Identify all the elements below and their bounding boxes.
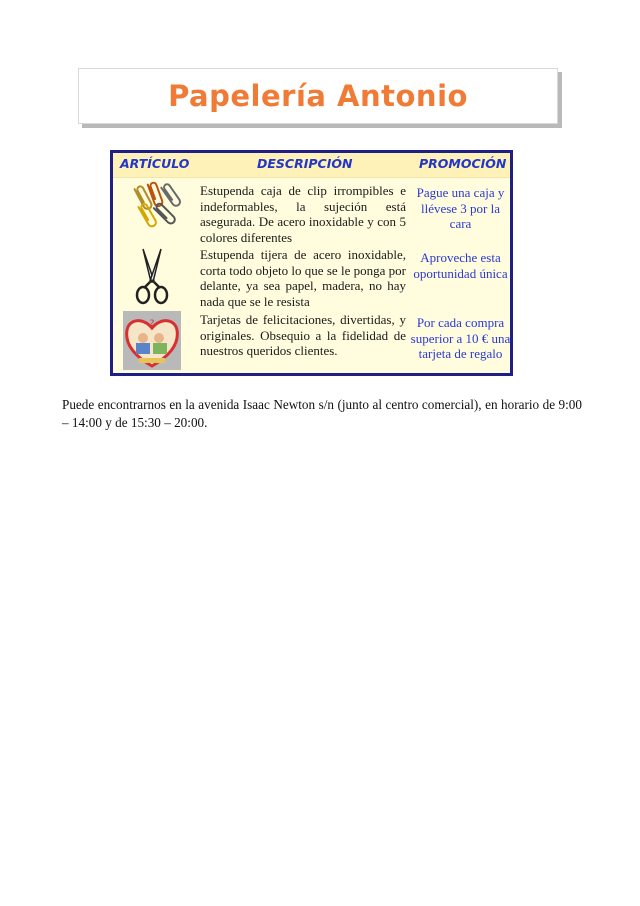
- page-title: Papelería Antonio: [168, 79, 468, 113]
- table-row: [113, 310, 510, 374]
- svg-text:?: ?: [149, 319, 155, 329]
- row-description: Tarjetas de felicitaciones, divertidas, y originales. Obsequio a la fidelidad de nuestros queridos clientes.: [200, 312, 406, 359]
- row-description: Estupenda tijera de acero inoxidable, corta todo objeto lo que se le ponga por delante, ya sea papel, madera, no hay nada que se le resista: [200, 247, 406, 309]
- row-description: Estupenda caja de clip irrompibles e indeformables, la sujeción está asegurada. De acero inoxidable y con 5 colores diferentes: [200, 183, 406, 245]
- clips-icon: [121, 181, 183, 243]
- address-paragraph: Puede encontrarnos en la avenida Isaac Newton s/n (junto al centro comercial), en horario de 9:00 – 14:00 y de 15:30 – 20:00.: [62, 397, 582, 430]
- header-articulo: ARTÍCULO: [120, 156, 190, 171]
- row-promotion: Por cada compra superior a 10 € una tarjeta de regalo: [410, 315, 511, 362]
- greeting-card-icon: [121, 310, 183, 372]
- row-promotion: Pague una caja y llévese 3 por la cara: [416, 185, 505, 232]
- table-row: [113, 181, 510, 244]
- table-header: [113, 153, 510, 178]
- header-promocion: PROMOCIÓN: [419, 156, 507, 171]
- title-box: [78, 68, 558, 124]
- header-descripcion: DESCRIPCIÓN: [257, 156, 353, 171]
- scissors-icon: [121, 245, 183, 307]
- products-table: [110, 150, 513, 376]
- row-promotion: Aproveche esta oportunidad única: [413, 250, 508, 281]
- table-row: [113, 245, 510, 309]
